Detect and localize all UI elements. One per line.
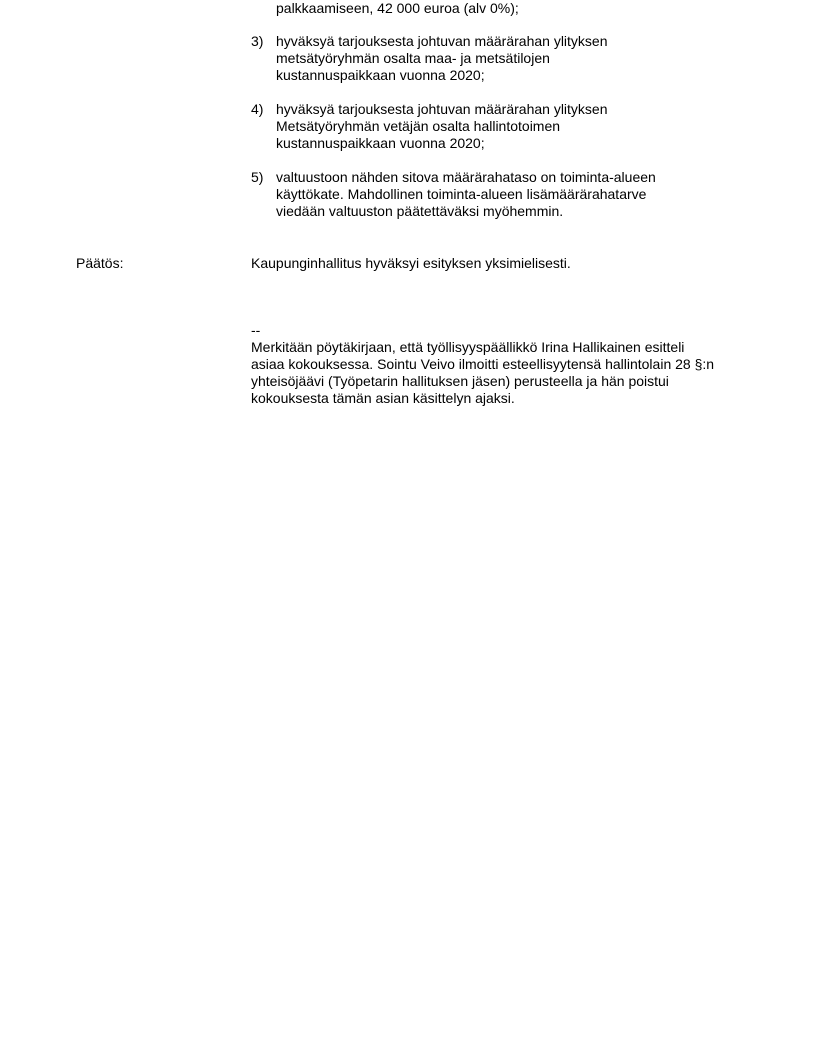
list-item-line: käyttökate. Mahdollinen toiminta-alueen lisämäärärahatarve <box>276 186 647 202</box>
list-item-line: kustannuspaikkaan vuonna 2020; <box>276 67 485 83</box>
note-separator: -- <box>251 322 261 338</box>
list-item-line: Metsätyöryhmän vetäjän osalta hallintotoimen <box>276 118 561 134</box>
note-line: kokouksesta tämän asian käsittelyn ajaksi. <box>251 390 515 406</box>
minutes-note <box>251 322 714 407</box>
list-item-line: kustannuspaikkaan vuonna 2020; <box>276 135 485 151</box>
decision-label: Päätös: <box>76 255 124 271</box>
list-item-number: 3) <box>251 33 264 49</box>
note-line: asiaa kokouksessa. Sointu Veivo ilmoitti esteellisyytensä hallintolain 28 §:n <box>251 356 715 372</box>
list-item-line: hyväksyä tarjouksesta johtuvan määrärahan ylityksen <box>276 101 608 117</box>
list-item-number: 5) <box>251 169 264 185</box>
list-item-text <box>276 33 736 84</box>
list-item-line: hyväksyä tarjouksesta johtuvan määrärahan ylityksen <box>276 33 608 49</box>
continued-list-line: palkkaamiseen, 42 000 euroa (alv 0%); <box>276 0 519 16</box>
list-item-number: 4) <box>251 101 264 117</box>
list-item-text <box>276 101 736 152</box>
note-line: Merkitään pöytäkirjaan, että työllisyyspäällikkö Irina Hallikainen esitteli <box>251 339 685 355</box>
list-item-line: metsätyöryhmän osalta maa- ja metsätilojen <box>276 50 550 66</box>
list-item-line: viedään valtuuston päätettäväksi myöhemmin. <box>276 203 564 219</box>
list-item-text <box>276 169 736 220</box>
note-line: yhteisöjäävi (Työpetarin hallituksen jäsen) perusteella ja hän poistui <box>251 373 669 389</box>
decision-text: Kaupunginhallitus hyväksyi esityksen yksimielisesti. <box>251 255 571 271</box>
list-item-line: valtuustoon nähden sitova määrärahataso on toiminta-alueen <box>276 169 656 185</box>
